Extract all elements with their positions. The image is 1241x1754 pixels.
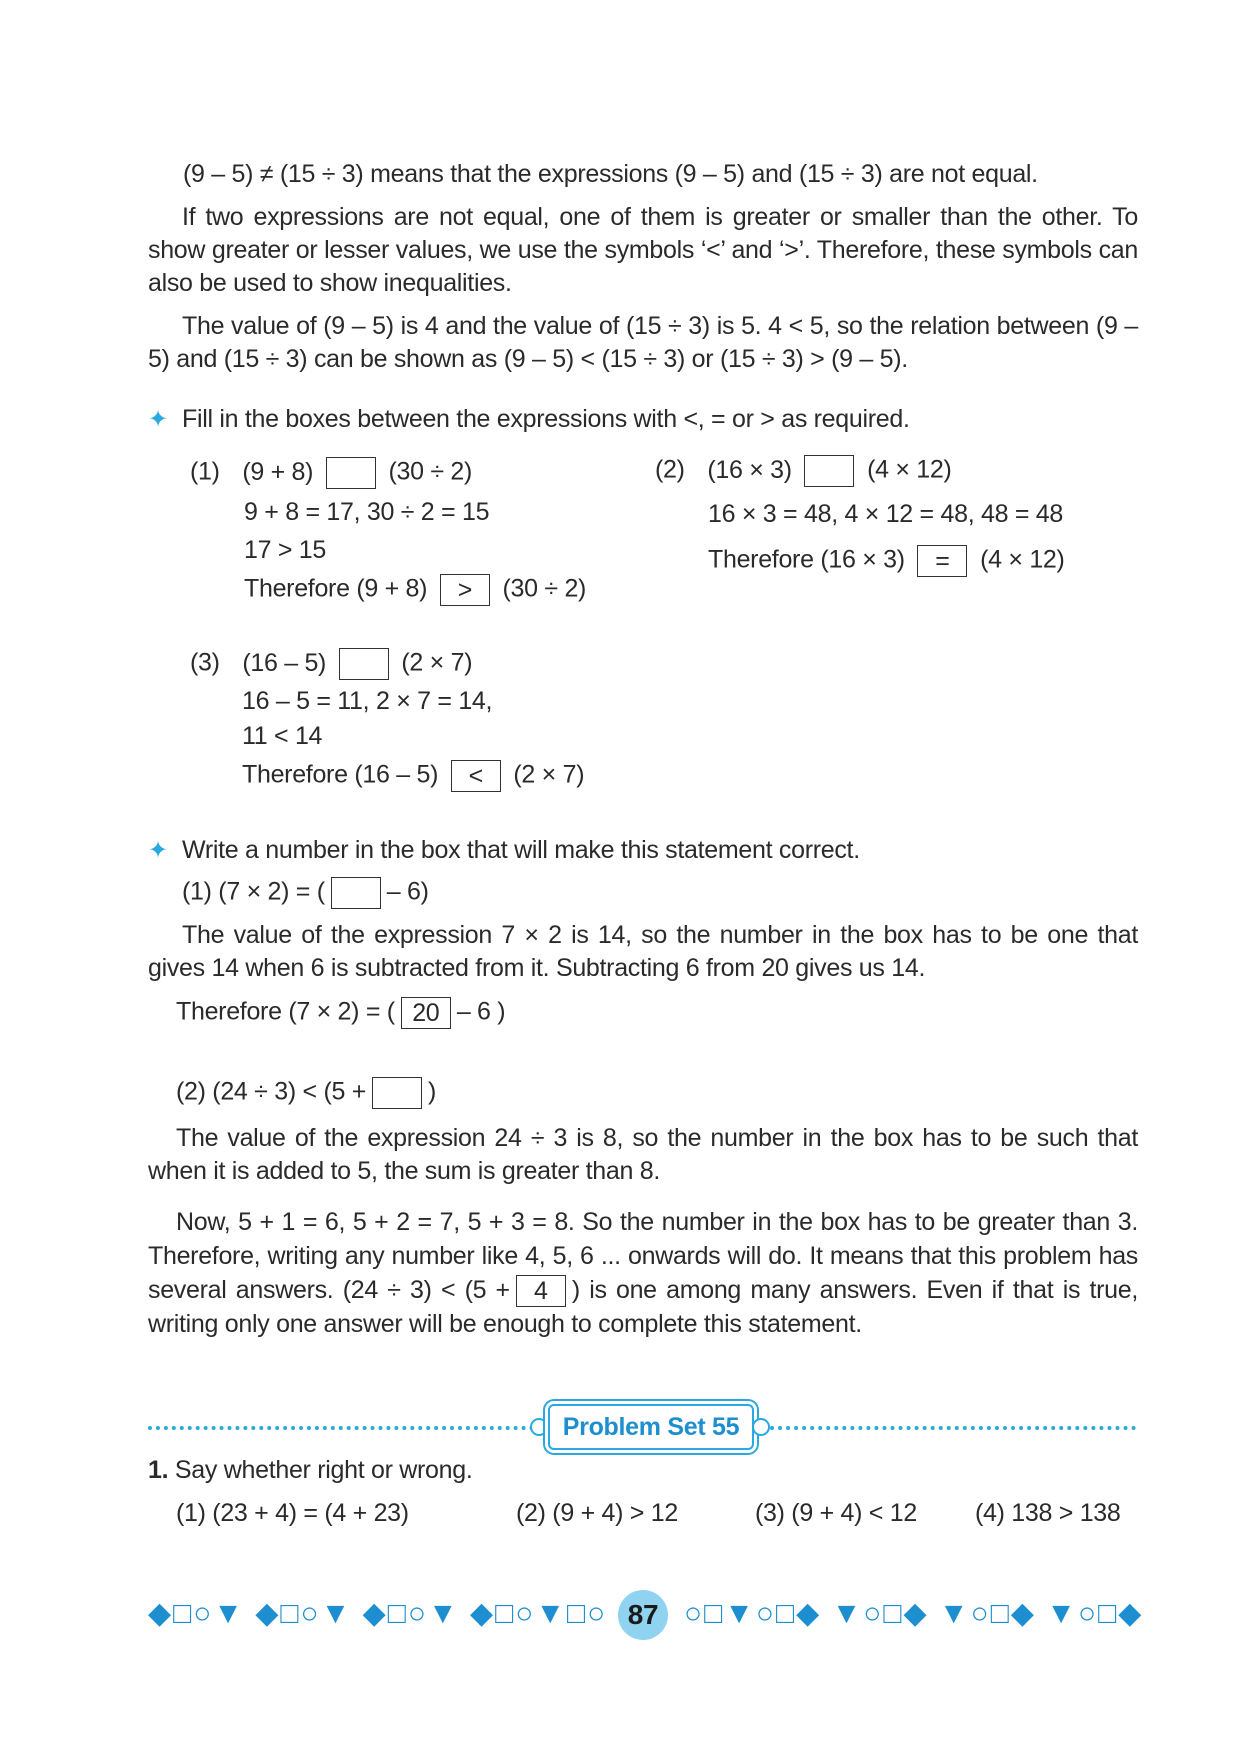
star-bullet-icon: ✦ <box>148 406 168 433</box>
question-1-suffix: – 6) <box>386 877 429 906</box>
example-3-answer <box>242 760 584 792</box>
answer-box-filled: > <box>440 574 490 606</box>
question-2 <box>176 1077 436 1109</box>
example-number: (3) <box>190 648 220 677</box>
example-1-comparison: 17 > 15 <box>244 536 327 564</box>
footer-shape-pattern-right: ○□▼○□◆ ▼○□◆ ▼○□◆ ▼○□◆ <box>684 1597 1144 1630</box>
answer-box-empty <box>804 455 854 487</box>
example-2-answer <box>708 545 1065 577</box>
expression-right: (4 × 12) <box>980 545 1065 574</box>
intro-line: (9 – 5) ≠ (15 ÷ 3) means that the expressions (9 – 5) and (15 ÷ 3) are not equal. <box>183 160 1038 188</box>
example-1-question <box>190 457 472 489</box>
question-2-explanation: The value of the expression 24 ÷ 3 is 8, so the number in the box has to be such that when it is added to 5, the sum is greater than 8. <box>148 1124 1138 1185</box>
expression-right: (2 × 7) <box>401 648 473 677</box>
example-3-comparison: 11 < 14 <box>242 722 323 750</box>
question-1 <box>182 877 429 909</box>
question-2-prefix: (2) (24 ÷ 3) < (5 + <box>176 1077 367 1106</box>
therefore-text: Therefore (16 – 5) <box>242 760 439 789</box>
problem-item: (1) (23 + 4) = (4 + 23) <box>176 1499 409 1527</box>
reasoning-text-part-1: Now, 5 + 1 = 6, 5 + 2 = 7, 5 + 3 = 8. So the number in the box has to be greater than 3. Therefore, writing any number like 4, 5, 6 ... onwards will do. It means that this problem has several answers. (24 ÷ 3) < (5 + <box>148 1208 1138 1304</box>
expression-right: (2 × 7) <box>513 760 585 789</box>
reasoning-text-part-2: ) is one among many answers. Even if that is true, writing only one answer will be enough to complete this statement. <box>148 1276 1138 1339</box>
question-1-answer <box>176 997 505 1029</box>
divider-knob-right <box>752 1418 770 1436</box>
question-1-answer-suffix: – 6 ) <box>456 997 506 1026</box>
answer-box-empty <box>372 1077 422 1109</box>
answer-box-empty <box>331 877 381 909</box>
question-1-explanation: The value of the expression 7 × 2 is 14, so the number in the box has to be one that gives 14 when 6 is subtracted from it. Subtracting 6 from 20 gives us 14. <box>148 921 1138 982</box>
star-bullet-icon: ✦ <box>148 837 168 864</box>
example-number: (2) <box>655 455 685 484</box>
intro-paragraph-inequality-symbols: If two expressions are not equal, one of them is greater or smaller than the other. To show greater or lesser values, we use the symbols ‘<’ and ‘>’. Therefore, these symbols can also be used to show inequalities. <box>148 203 1138 297</box>
answer-box-empty <box>326 457 376 489</box>
problem-1-question <box>148 1456 473 1485</box>
problem-item: (4) 138 > 138 <box>975 1499 1121 1527</box>
question-1-answer-prefix: Therefore (7 × 2) = ( <box>176 997 395 1026</box>
example-3-step: 16 – 5 = 11, 2 × 7 = 14, <box>242 687 493 715</box>
expression-right: (30 ÷ 2) <box>502 574 587 603</box>
fill-instruction: Fill in the boxes between the expressions with <, = or > as required. <box>182 405 910 433</box>
therefore-text: Therefore (9 + 8) <box>244 574 428 603</box>
problem-set-title: Problem Set 55 <box>548 1404 754 1450</box>
write-instruction-row <box>148 836 860 865</box>
question-2-suffix: ) <box>428 1077 437 1106</box>
expression-right: (4 × 12) <box>867 455 952 484</box>
page-number: 87 <box>618 1590 668 1640</box>
write-instruction: Write a number in the box that will make this statement correct. <box>182 836 860 864</box>
expression-left: (16 – 5) <box>242 648 327 677</box>
therefore-text: Therefore (16 × 3) <box>708 545 905 574</box>
expression-left: (16 × 3) <box>707 455 792 484</box>
divider-dotted-left <box>148 1426 534 1430</box>
answer-box-filled: 4 <box>516 1275 566 1307</box>
answer-box-empty <box>339 648 389 680</box>
divider-knob-left <box>530 1418 548 1436</box>
question-1-prefix: (1) (7 × 2) = ( <box>182 877 325 906</box>
problem-text: Say whether right or wrong. <box>174 1456 473 1484</box>
problem-item: (3) (9 + 4) < 12 <box>755 1499 917 1527</box>
expression-left: (9 + 8) <box>242 457 314 486</box>
example-3-question <box>190 648 472 680</box>
expression-right: (30 ÷ 2) <box>388 457 473 486</box>
question-2-reasoning <box>148 1205 1138 1341</box>
answer-box-filled: 20 <box>401 997 451 1029</box>
answer-box-filled: = <box>917 545 967 577</box>
divider-dotted-right <box>770 1426 1136 1430</box>
example-2-question <box>655 455 952 487</box>
example-1-step: 9 + 8 = 17, 30 ÷ 2 = 15 <box>244 498 490 526</box>
example-2-step: 16 × 3 = 48, 4 × 12 = 48, 48 = 48 <box>708 500 1063 528</box>
example-1-answer <box>244 574 586 606</box>
intro-paragraph-relation: The value of (9 – 5) is 4 and the value of (15 ÷ 3) is 5. 4 < 5, so the relation between (9 – 5) and (15 ÷ 3) can be shown as (9 – 5) < (15 ÷ 3) or (15 ÷ 3) > (9 – 5). <box>148 312 1138 373</box>
problem-item: (2) (9 + 4) > 12 <box>516 1499 678 1527</box>
problem-number: 1. <box>148 1456 169 1484</box>
answer-box-filled: < <box>451 760 501 792</box>
footer-shape-pattern-left: ◆□○▼ ◆□○▼ ◆□○▼ ◆□○▼□○ <box>148 1597 608 1630</box>
example-number: (1) <box>190 457 220 486</box>
fill-instruction-row <box>148 405 910 434</box>
